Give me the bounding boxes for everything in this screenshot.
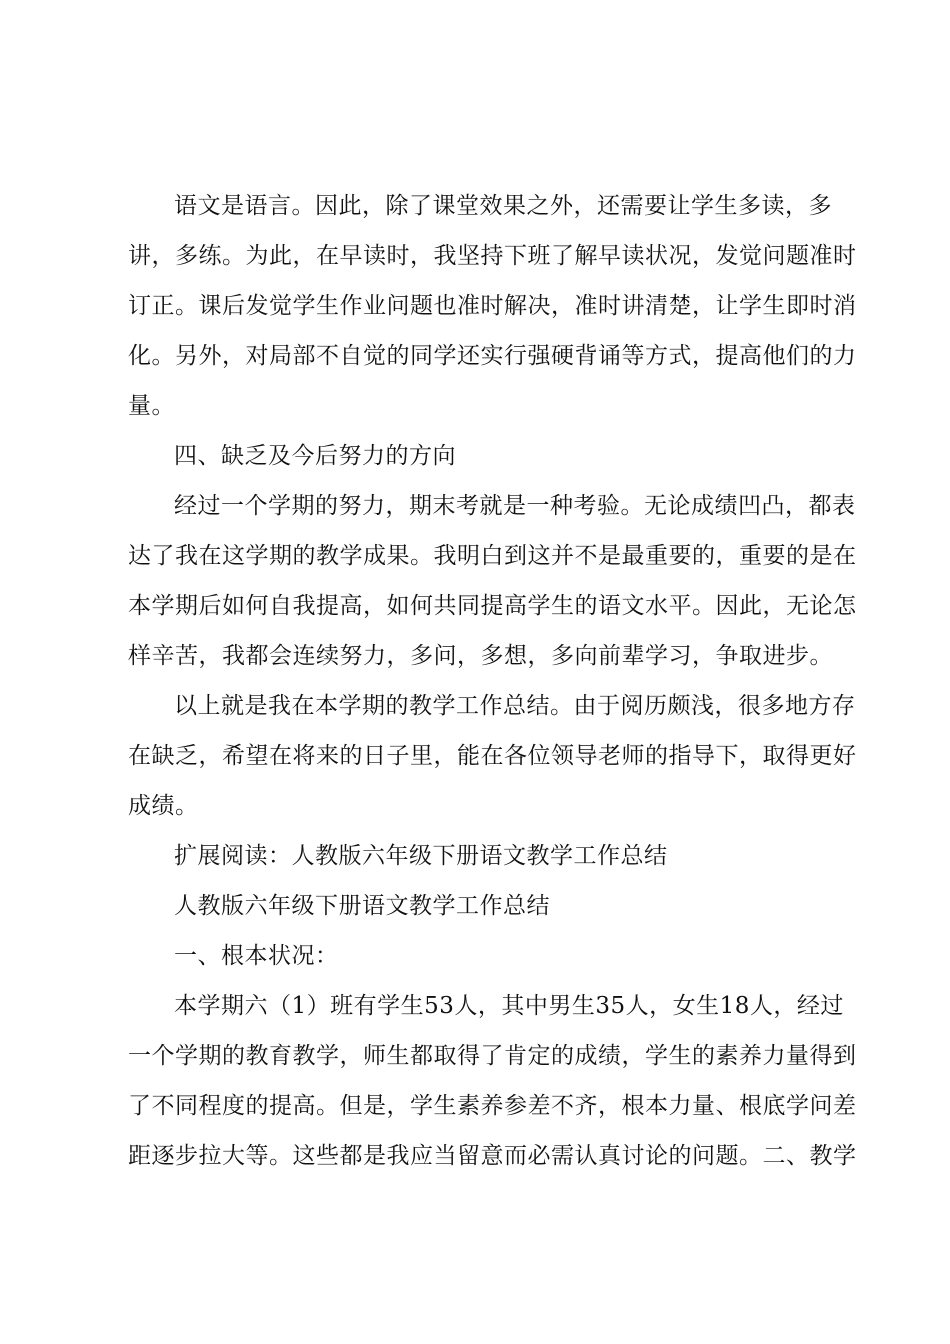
section-heading-4: 四、缺乏及今后努力的方向 bbox=[174, 443, 456, 469]
document-subtitle: 人教版六年级下册语文教学工作总结 bbox=[174, 893, 550, 919]
paragraph-2-line-4: 样辛苦，我都会连续努力，多问，多想，多向前辈学习，争取进步。 bbox=[128, 643, 833, 669]
extended-reading-title: 扩展阅读：人教版六年级下册语文教学工作总结 bbox=[174, 843, 668, 869]
paragraph-1-line-4: 化。另外，对局部不自觉的同学还实行强硬背诵等方式，提高他们的力 bbox=[128, 343, 857, 369]
paragraph-2-line-1: 经过一个学期的努力，期末考就是一种考验。无论成绩凹凸，都表 bbox=[174, 493, 856, 519]
paragraph-4-line-2: 一个学期的教育教学，师生都取得了肯定的成绩，学生的素养力量得到 bbox=[128, 1043, 857, 1069]
paragraph-3-line-1: 以上就是我在本学期的教学工作总结。由于阅历颇浅，很多地方存 bbox=[174, 693, 856, 719]
paragraph-1-line-5: 量。 bbox=[128, 393, 175, 419]
paragraph-4-line-1: 本学期六（1）班有学生53人，其中男生35人，女生18人，经过 bbox=[174, 993, 844, 1019]
paragraph-4-line-3: 了不同程度的提高。但是，学生素养参差不齐，根本力量、根底学问差 bbox=[128, 1093, 857, 1119]
section-heading-1: 一、根本状况： bbox=[174, 943, 339, 969]
paragraph-4-line-4: 距逐步拉大等。这些都是我应当留意而必需认真讨论的问题。二、教学 bbox=[128, 1143, 857, 1169]
paragraph-2-line-3: 本学期后如何自我提高，如何共同提高学生的语文水平。因此，无论怎 bbox=[128, 593, 857, 619]
paragraph-1-line-1: 语文是语言。因此，除了课堂效果之外，还需要让学生多读，多 bbox=[174, 193, 832, 219]
paragraph-2-line-2: 达了我在这学期的教学成果。我明白到这并不是最重要的，重要的是在 bbox=[128, 543, 857, 569]
paragraph-1-line-3: 订正。课后发觉学生作业问题也准时解决，准时讲清楚，让学生即时消 bbox=[128, 293, 857, 319]
paragraph-3-line-2: 在缺乏，希望在将来的日子里，能在各位领导老师的指导下，取得更好 bbox=[128, 743, 857, 769]
paragraph-1-line-2: 讲，多练。为此，在早读时，我坚持下班了解早读状况，发觉问题准时 bbox=[128, 243, 857, 269]
paragraph-3-line-3: 成绩。 bbox=[128, 793, 199, 819]
